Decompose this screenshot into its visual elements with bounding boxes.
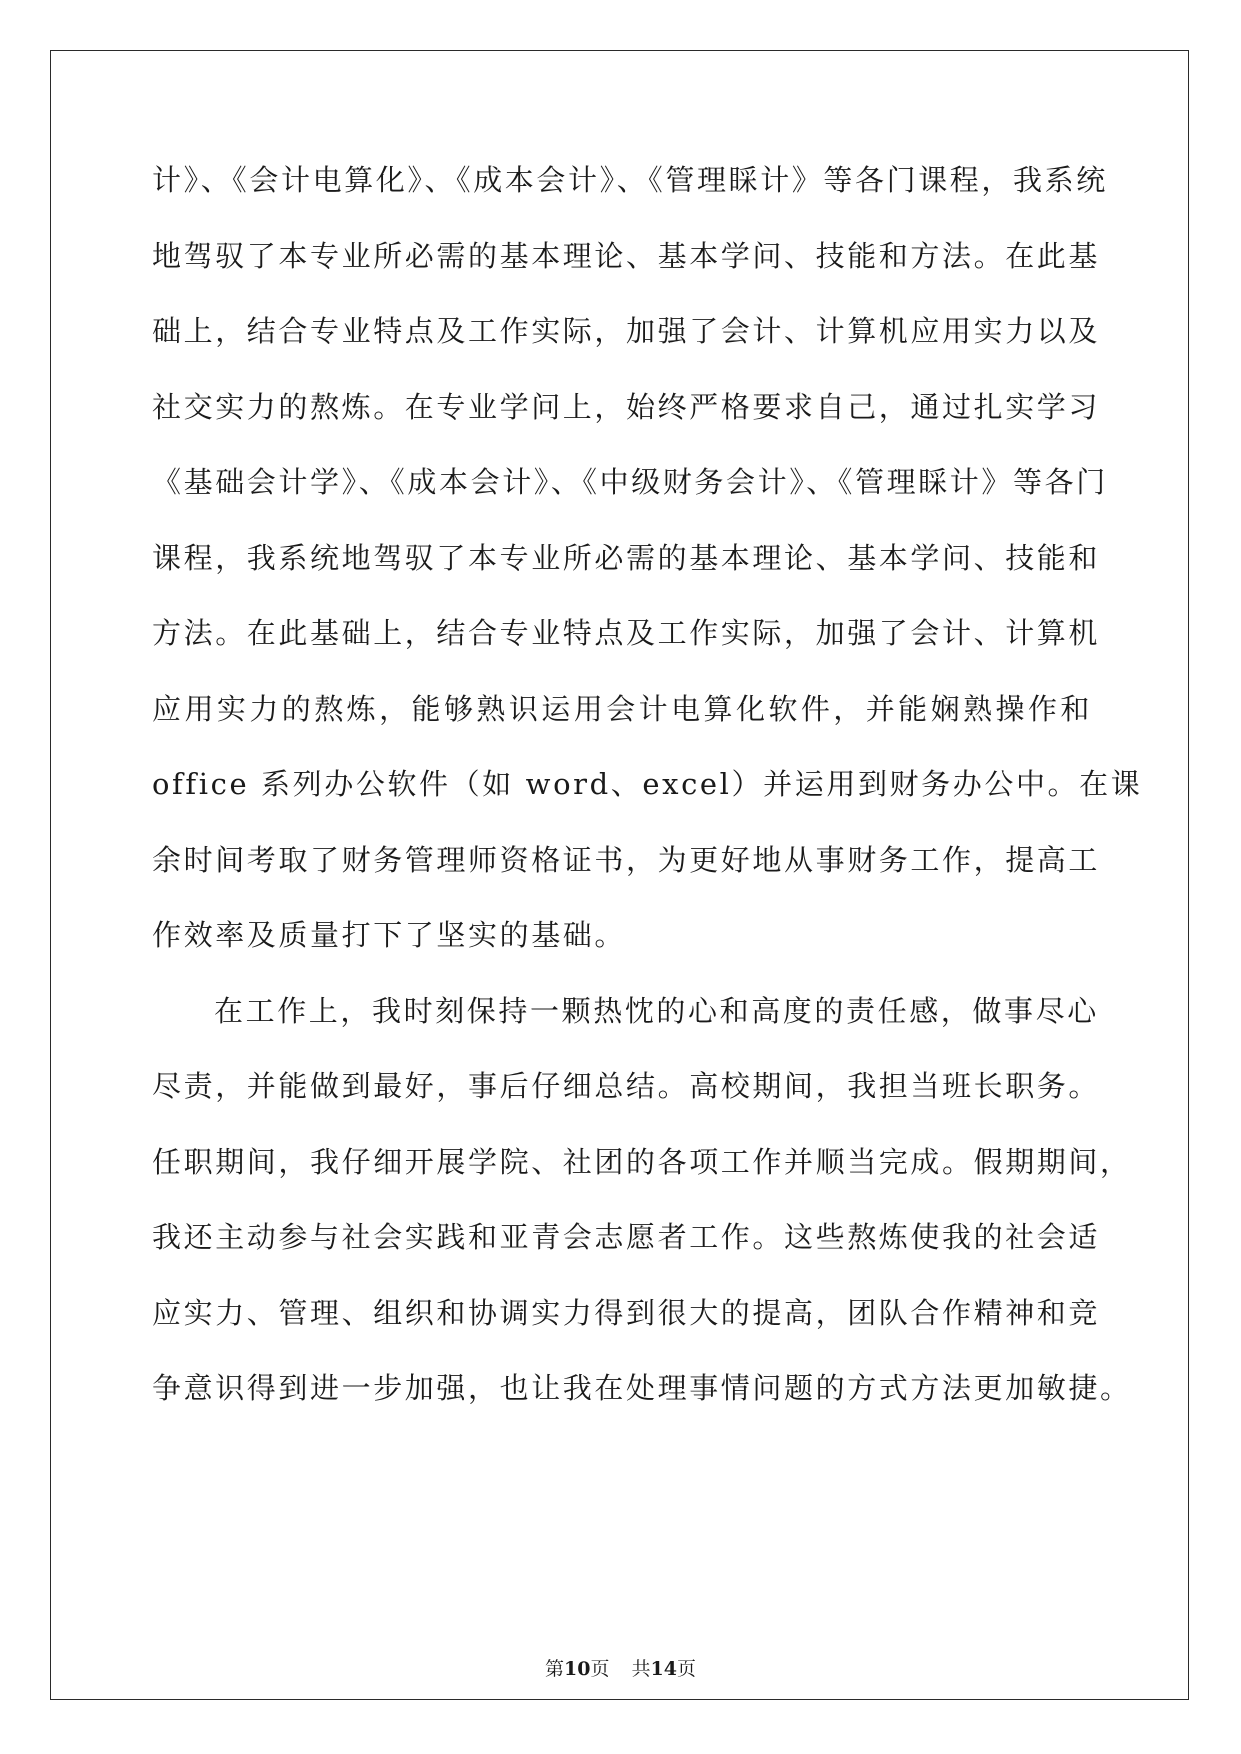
body-text [152, 160, 1143, 1444]
page-total: 共14页 [631, 1658, 696, 1680]
page-footer [0, 1656, 1241, 1682]
paragraph-first-line: 在工作上，我时刻保持一颗热忱的心和高度的责任感，做事尽心 [214, 993, 1099, 1028]
text-line: 应实力、管理、组织和协调实力得到很大的提高，团队合作精神和竞 [152, 1295, 1101, 1330]
text-line: 社交实力的熬炼。在专业学问上，始终严格要求自己，通过扎实学习 [152, 389, 1101, 424]
text-line: 争意识得到进一步加强，也让我在处理事情问题的方式方法更加敏捷。 [152, 1371, 1132, 1405]
text-line: 任职期间，我仔细开展学院、社团的各项工作并顺当完成。假期期间， [152, 1144, 1132, 1179]
text-line: 应用实力的熬炼，能够熟识运用会计电算化软件，并能娴熟操作和 [152, 691, 1092, 726]
text-line: 作效率及质量打下了坚实的基础。 [152, 918, 627, 952]
text-line: 方法。在此基础上，结合专业特点及工作实际，加强了会计、计算机 [152, 616, 1101, 650]
text-line: 础上，结合专业特点及工作实际，加强了会计、计算机应用实力以及 [152, 314, 1101, 348]
text-line: 《基础会计学》、《成本会计》、《中级财务会计》、《管理睬计》等各门 [152, 465, 1108, 499]
text-line: office 系列办公软件（如 word、excel）并运用到财务办公中。在课 [152, 767, 1143, 801]
text-line: 我还主动参与社会实践和亚青会志愿者工作。这些熬炼使我的社会适 [152, 1220, 1101, 1254]
text-line: 余时间考取了财务管理师资格证书，为更好地从事财务工作，提高工 [152, 842, 1101, 877]
text-line: 计》、《会计电算化》、《成本会计》、《管理睬计》等各门课程，我系统 [152, 163, 1108, 197]
page-number: 第10页 [545, 1658, 610, 1680]
text-line: 尽责，并能做到最好，事后仔细总结。高校期间，我担当班长职务。 [152, 1069, 1101, 1103]
text-line: 地驾驭了本专业所必需的基本理论、基本学问、技能和方法。在此基 [152, 238, 1101, 273]
text-line: 课程，我系统地驾驭了本专业所必需的基本理论、基本学问、技能和 [152, 540, 1101, 575]
